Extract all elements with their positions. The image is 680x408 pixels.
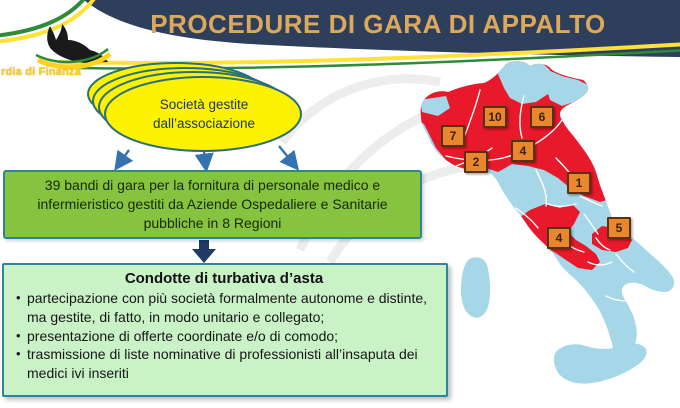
- conduct-bullet: • partecipazione con più società formalmente autonome e distinte, ma gestite, di fatto, in modo unitario e collegato;: [16, 289, 436, 327]
- map-badge-liguria: 2: [464, 151, 488, 173]
- conduct-bullet: • presentazione di offerte coordinate e/o di comodo;: [16, 327, 436, 346]
- down-arrow: [192, 240, 216, 263]
- map-sicily: [554, 343, 647, 383]
- map-badge-lombardia: 10: [483, 106, 507, 128]
- map-badge-emilia: 4: [511, 140, 535, 162]
- map-region-friuli: [545, 70, 590, 106]
- gdf-logo-text: rdia di Finanza: [1, 66, 82, 78]
- bubble-label: Società gestite dall’associazione: [152, 97, 256, 131]
- map-badge-piemonte: 7: [441, 125, 465, 147]
- bids-box: [3, 170, 422, 239]
- page-title: PROCEDURE DI GARA DI APPALTO: [150, 9, 606, 39]
- map-badge-lazio: 4: [547, 227, 571, 249]
- conduct-bullet: • trasmissione di liste nominative di professionisti all’insaputa dei medici ivi inseriti: [16, 345, 436, 383]
- conduct-box: [2, 263, 448, 397]
- map-badge-marche: 1: [567, 172, 591, 194]
- map-sardinia: [461, 257, 490, 317]
- conduct-box-title: Condotte di turbativa d’asta: [124, 270, 324, 287]
- bids-box-text: 39 bandi di gara per la fornitura di personale medico e infermieristico gestiti da Aziende Ospedaliere e Sanitarie pubbliche in 8 Regioni: [37, 176, 388, 232]
- map-badge-veneto: 6: [530, 106, 554, 128]
- conduct-bullet-list: [12, 289, 436, 383]
- map-badge-puglia: 5: [607, 217, 631, 239]
